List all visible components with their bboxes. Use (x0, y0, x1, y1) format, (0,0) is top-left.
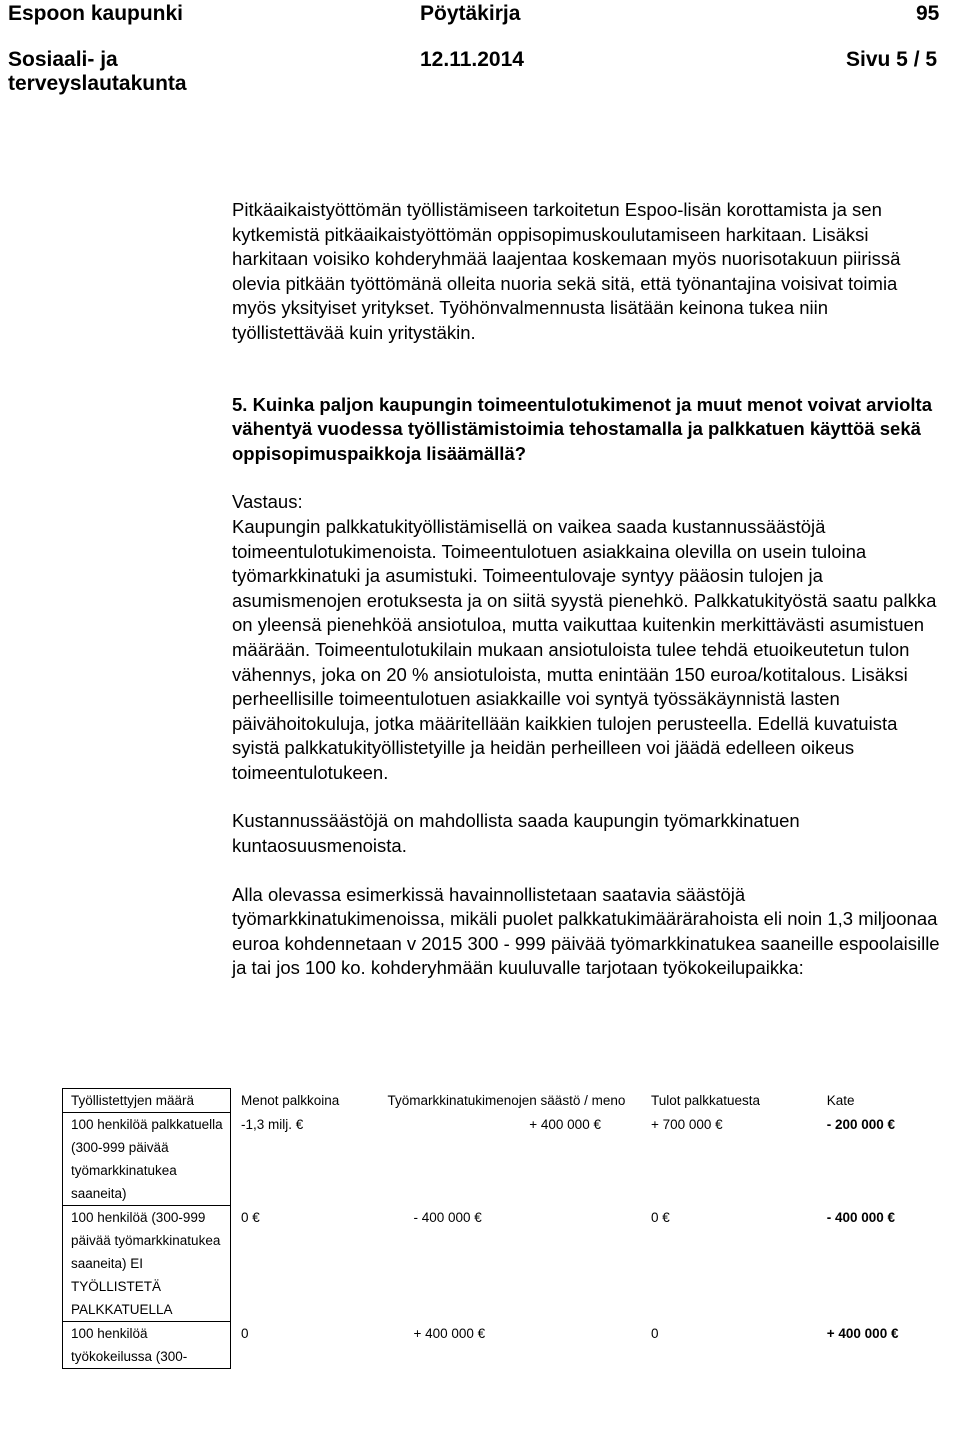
savings-paragraph: Kustannussäästöjä on mahdollista saada kaupungin työmarkkinatuen kuntaosuusmenoista. (232, 810, 800, 857)
document-type: Pöytäkirja (420, 2, 521, 25)
intro-paragraph: Pitkäaikaistyöttömän työllistämiseen tarkoitetun Espoo-lisän korottamista ja sen kytkemistä pitkäaikaistyöttömän oppisopimuskoulutamiseen harkitaan. Lisäksi harkitaan voisiko kohderyhmää laajentaa koskemaan myös nuorisotakuun piirissä olevia pitkään työttömänä olleita nuoria sekä sitä, että työnantajina voisivat toimia myös yksityiset yritykset. Työhönvalmennusta lisätään keinona tukea niin työllistettävää kuin yritystäkin. (232, 199, 901, 343)
section-number: 95 (916, 2, 940, 25)
board-name-line2: terveyslautakunta (8, 72, 187, 95)
header-benefit-savings: Työmarkkinatukimenojen säästö / meno (387, 1092, 626, 1108)
answer-label: Vastaus: (232, 491, 303, 513)
table-row (63, 1113, 960, 1206)
header-subsidy-income: Tulot palkkatuesta (650, 1092, 761, 1108)
row-savings: - 400 000 € (413, 1209, 482, 1225)
row-costs: 0 (240, 1325, 249, 1341)
row-savings: + 400 000 € (529, 1116, 601, 1132)
row-income: 0 € (650, 1209, 670, 1225)
board-name-line1: Sosiaali- ja (8, 48, 118, 71)
org-name: Espoon kaupunki (8, 2, 184, 25)
table-row (63, 1206, 960, 1322)
example-paragraph: Alla olevassa esimerkissä havainnollistetaan saatavia säästöjä työmarkkinatukimenoissa, mikäli puolet palkkatukimäärärahoista eli noin 1,3 miljoonaa euroa kohdennetaan v 2015 300 - 999 päivää työmarkkinatukea saaneille espoolaisille ja tai jos 100 ko. kohderyhmään kuuluvalle tarjotaan työkokeilupaikka: (232, 883, 940, 979)
page-number: Sivu 5 / 5 (846, 48, 938, 71)
cost-comparison-table (62, 1088, 960, 1369)
row-margin: + 400 000 € (826, 1325, 899, 1341)
question-heading: 5. Kuinka paljon kaupungin toimeentulotukimenot ja muut menot voivat arviolta vähentyä vuodessa työllistämistoimia tehostamalla ja palkkatuen käyttöä sekä oppisopimuspaikkoja lisäämällä? (232, 393, 932, 464)
row-savings: + 400 000 € (413, 1325, 486, 1341)
meeting-date: 12.11.2014 (420, 48, 524, 71)
row-costs: -1,3 milj. € (240, 1116, 304, 1132)
answer-paragraph: Kaupungin palkkatukityöllistämisellä on vaikea saada kustannussäästöjä toimeentulotukimenoista. Toimeentulotuen asiakkaina olevilla on usein tuloina työmarkkinatuki ja asumistuki. Toimeentulovaje syntyy pääosin tulojen ja asumismenojen erotuksesta ja on siitä syystä pienehkö. Palkkatukityöstä saatu palkka on yleensä pienehköä ansiotuloa, mutta vaikuttaa kuitenkin merkittävästi asumistuen määrään. Toimeentulotukilain mukaan ansiotuloista tulee tehdä etuoikeutetun tulon vähennys, joka on 20 % ansiotuloista, mutta enintään 150 euroa/kotitalous. Lisäksi perheellisille toimeentulotuen asiakkaille voi syntyä työssäkäynnistä lasten päivähoitokuluja, jotka määritellään kaikkien tulojen perusteella. Edellä kuvatuista syistä palkkatukityöllistetyille ja heidän perheilleen voi jäädä edelleen oikeus toimeentulotukeen. (232, 515, 937, 783)
row-label: 100 henkilöä (300-999 päivää työmarkkinatukea saaneita) EI TYÖLLISTETÄ PALKKATUELLA (63, 1206, 231, 1322)
header-employed-count: Työllistettyjen määrä (63, 1089, 231, 1113)
table-row (63, 1322, 960, 1369)
header-salary-costs: Menot palkkoina (240, 1092, 340, 1108)
body-content (232, 198, 944, 981)
header-margin: Kate (826, 1092, 855, 1108)
row-income: 0 (650, 1325, 659, 1341)
row-income: + 700 000 € (650, 1116, 723, 1132)
row-label: 100 henkilöä palkkatuella (300-999 päivää työmarkkinatukea saaneita) (63, 1113, 231, 1206)
row-costs: 0 € (240, 1209, 260, 1225)
row-margin: - 200 000 € (826, 1116, 896, 1132)
row-margin: - 400 000 € (826, 1209, 896, 1225)
row-label: 100 henkilöä työkokeilussa (300- (63, 1322, 231, 1369)
table-header-row (63, 1089, 960, 1113)
